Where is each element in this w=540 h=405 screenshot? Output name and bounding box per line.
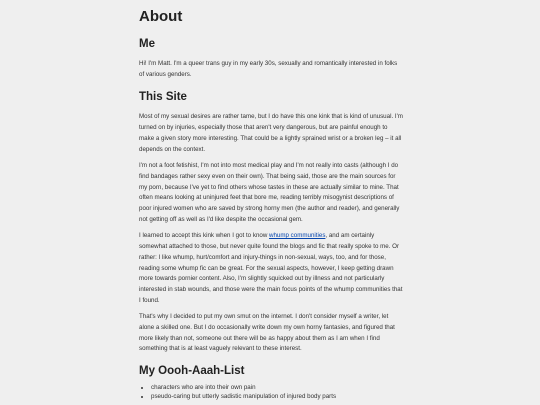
page-title: About xyxy=(139,8,183,25)
list-item: • characters who are into their own pain xyxy=(151,384,403,393)
me-paragraph: Hi! I'm Matt. I'm a queer trans guy in my early 30s, sexually and romantically interested in folks of various genders. xyxy=(139,60,398,78)
site-paragraph-3-start: I learned to accept this kink when I got to know xyxy=(139,232,270,240)
site-paragraph-2: I'm not a foot fetishist, I'm not into most medical play and I'm not really into casts (although I do find bandages rather sexy even on their own). That being said, those are the main sources for my porn, because I've yet to find others whose tastes in these are actually similar to mine. That often means looking at uninjured feet that bore me, reading terribly misogynist descriptions of poor injured women who are saved by strong horny men (the author and reader), and generally not getting off as well as I'd like despite the occasional gem. xyxy=(139,162,400,223)
whump-communities-link[interactable]: whump communities xyxy=(269,232,326,240)
site-paragraph-4: That's why I decided to put my own smut on the internet. I don't consider myself a writer, let alone a skilled one. But I do occasionally write down my own horny fantasies, and figured that more likely than not, someone out there will be as happy about them as I am when I find something that is at least vaguely relevant to these interest. xyxy=(139,313,395,353)
list-item: • pseudo-caring but utterly sadistic manipulation of injured body parts xyxy=(151,393,403,402)
section-heading-this-site: This Site xyxy=(139,91,187,104)
site-paragraph-1: Most of my sexual desires are rather tame, but I do have this one kink that is kind of unusual. I'm turned on by injuries, especially those that aren't very dangerous, but are painful enough to make a given story more interesting. That could be a lightly sprained wrist or a broken leg – it all depends on the context. xyxy=(139,113,403,153)
kink-list xyxy=(139,384,403,401)
section-heading-list: My Oooh-Aaah-List xyxy=(139,365,245,378)
main-content xyxy=(139,6,403,401)
site-paragraph-3 xyxy=(139,231,403,306)
section-heading-me: Me xyxy=(139,38,155,50)
site-paragraph-3-end: , and am certainly somewhat attached to those, but never quite found the blogs and fic that really spoke to me. Or rather: I like whump, hurt/comfort and injury-things in non-sexual, ways, too, and for those, reading some whump fic can be great. For the sexual aspects, however, I keep getting drawn more towards pornier content. Also, I'm slightly squicked out by illness and not particularly interested in stab wounds, and those were the main focus points of the whump communities that I found. xyxy=(139,232,403,304)
